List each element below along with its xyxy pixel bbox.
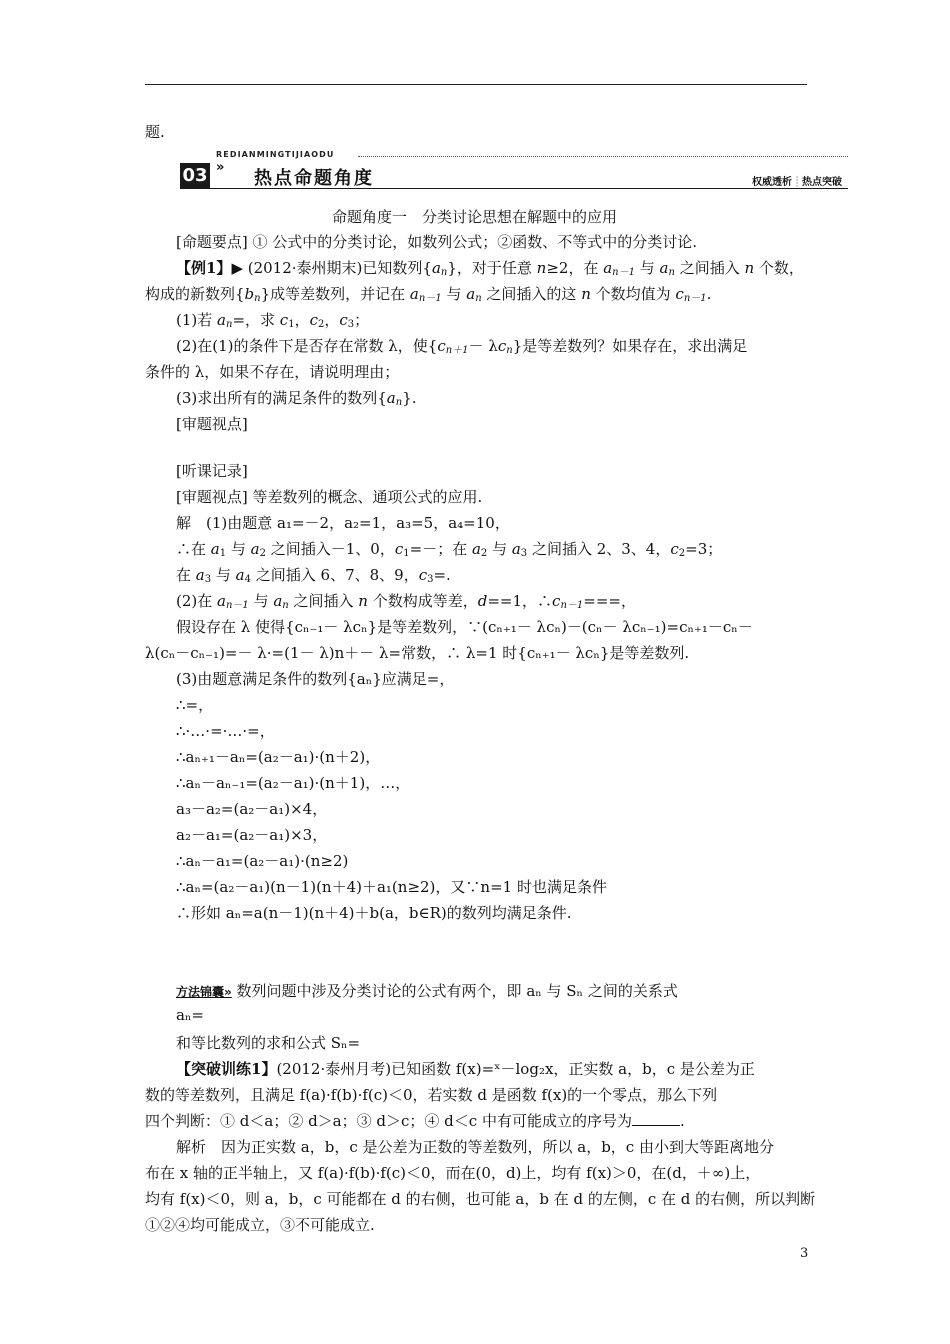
training-line-3: 四个判断：① d＜a；② d＞a；③ d＞c；④ d＜c 中有可能成立的序号为 . xyxy=(145,1112,685,1130)
method-sum-formula: 和等比数列的求和公式 Sₙ= xyxy=(176,1034,361,1052)
example-line-1: 【例1】▶ (2012·泰州期末)已知数列$\{a_n\}$，对于任意 n≥2，在 $a_{n-1}$ 与 $a_n$ 之间插入 n 个数， xyxy=(176,259,804,278)
solution-line-16: ∴形如 aₙ=a(n－1)(n＋4)＋b(a，b∈R)的数列均满足条件. xyxy=(176,904,572,922)
banner-tag xyxy=(752,173,842,188)
banner-pinyin: REDIANMINGTIJIAODU xyxy=(216,150,335,159)
solution-line-1: 解 (1)由题意 a₁=－2，a₂=1，a₃=5，a₄=10， xyxy=(176,514,510,532)
lecture-notes-label: [听课记录] xyxy=(176,462,248,480)
banner-title: 热点命题角度 xyxy=(254,168,374,189)
banner-number: 03 xyxy=(180,163,210,188)
question-1: (1)若 $a_n=$，求 $c_1$，$c_2$，$c_3$； xyxy=(176,311,370,330)
training-line-1: 【突破训练1】(2012·泰州月考)已知函数 f(x)=ˣ－log₂x，正实数 a，b，c 是公差为正 xyxy=(176,1060,755,1078)
analysis-line-2: 布在 x 轴的正半轴上，又 f(a)·f(b)·f(c)＜0，而在(0，d)上，均有 f(x)＞0，在(d，＋∞)上， xyxy=(145,1164,761,1182)
question-2-line-1: (2)在(1)的条件下是否存在常数 λ，使$\{c_{n+1}- \lambda c_n\}$是等差数列？如果存在，求出满足 xyxy=(176,337,748,356)
solution-line-14: ∴aₙ－a₁=(a₂－a₁)·(n≥2) xyxy=(176,852,349,870)
solution-line-7: (3)由题意满足条件的数列{aₙ}应满足=， xyxy=(176,670,455,688)
banner-dotted-rule xyxy=(358,156,848,157)
example-label: 【例1】 xyxy=(176,259,232,277)
solution-line-15: ∴aₙ=(a₂－a₁)(n－1)(n＋4)＋a₁(n≥2)，又∵n=1 时也满足条件 xyxy=(176,878,607,896)
question-2-line-2: 条件的 λ，如果不存在，请说明理由； xyxy=(145,363,400,381)
solution-viewpoint: [审题视点] 等差数列的概念、通项公式的应用. xyxy=(176,488,483,506)
banner-tag-left: 权威透析 xyxy=(751,177,792,188)
solution-line-12: a₃－a₂=(a₂－a₁)×4， xyxy=(176,800,328,818)
training-line-2: 数的等差数列，且满足 f(a)·f(b)·f(c)＜0，若实数 d 是函数 f(x)的一个零点，那么下列 xyxy=(145,1086,718,1104)
banner-tag-separator: ┊ xyxy=(793,177,800,188)
section-heading: 命题角度一 分类讨论思想在解题中的应用 xyxy=(332,208,618,226)
solution-line-5: 假设存在 λ 使得{cₙ₋₁－ λcₙ}是等差数列，∵(cₙ₊₁－ λcₙ)－(cₙ－ λcₙ₋₁)=cₙ₊₁－cₙ－ xyxy=(176,618,753,636)
solution-line-10: ∴aₙ₊₁－aₙ=(a₂－a₁)·(n＋2)， xyxy=(176,748,381,766)
solution-line-11: ∴aₙ－aₙ₋₁=(a₂－a₁)·(n＋1)，…， xyxy=(176,774,411,792)
method-tips-line: 方法锦囊» 数列问题中涉及分类讨论的公式有两个，即 aₙ 与 Sₙ 之间的关系式 xyxy=(176,982,678,1000)
chevron-icon: » xyxy=(216,160,225,175)
banner-tag-right: 热点突破 xyxy=(802,177,842,188)
solution-line-4: (2)在 $a_{n-1}$ 与 $a_n$ 之间插入 n 个数构成等差，d==1，$\therefore c_{n-1}===$， xyxy=(176,592,636,611)
solution-line-9: ∴·…·=·…·=， xyxy=(176,722,275,740)
analysis-line-4: ①②④均可能成立，③不可能成立. xyxy=(145,1216,375,1234)
solution-line-2: ∴在 $a_1$ 与 $a_2$ 之间插入－1、0，$c_1=-$；在 $a_2$ 与 $a_3$ 之间插入 2、3、4，$c_2=3$； xyxy=(176,540,723,559)
training-label: 【突破训练1】 xyxy=(176,1060,277,1078)
section-banner xyxy=(180,150,848,190)
top-rule xyxy=(145,84,807,85)
answer-blank xyxy=(632,1113,680,1126)
solution-line-6: λ(cₙ－cₙ₋₁)=－ λ·=(1－ λ)n＋－ λ=常数，∴ λ=1 时{cₙ₊₁－ λcₙ}是等差数列. xyxy=(145,644,690,662)
method-badge: 方法锦囊» xyxy=(176,985,232,999)
example-line-2: 构成的新数列$\{b_n\}$成等差数列，并记在 $a_{n-1}$ 与 $a_n$ 之间插入的这 n 个数均值为 $c_{n-1}$. xyxy=(145,285,712,304)
review-viewpoint-label: [审题视点] xyxy=(176,415,248,433)
carryover-text: 题. xyxy=(145,123,165,141)
key-points: [命题要点] ① 公式中的分类讨论，如数列公式；②函数、不等式中的分类讨论. xyxy=(176,233,698,251)
analysis-line-3: 均有 f(x)＜0，则 a，b，c 可能都在 d 的右侧，也可能 a，b 在 d 的左侧，c 在 d 的右侧，所以判断 xyxy=(145,1190,816,1208)
question-3: (3)求出所有的满足条件的数列$\{a_n\}$. xyxy=(176,389,417,408)
solution-line-13: a₂－a₁=(a₂－a₁)×3， xyxy=(176,826,328,844)
analysis-line-1: 解析 因为正实数 a，b，c 是公差为正数的等差数列，所以 a，b，c 由小到大等距离地分 xyxy=(176,1138,774,1156)
solution-line-8: ∴=， xyxy=(176,696,214,714)
banner-base-rule xyxy=(180,188,848,189)
solution-line-3: 在 $a_3$ 与 $a_4$ 之间插入 6、7、8、9，$c_3=$. xyxy=(176,566,451,585)
method-an-formula: aₙ= xyxy=(176,1006,205,1024)
page-number: 3 xyxy=(800,1246,809,1261)
